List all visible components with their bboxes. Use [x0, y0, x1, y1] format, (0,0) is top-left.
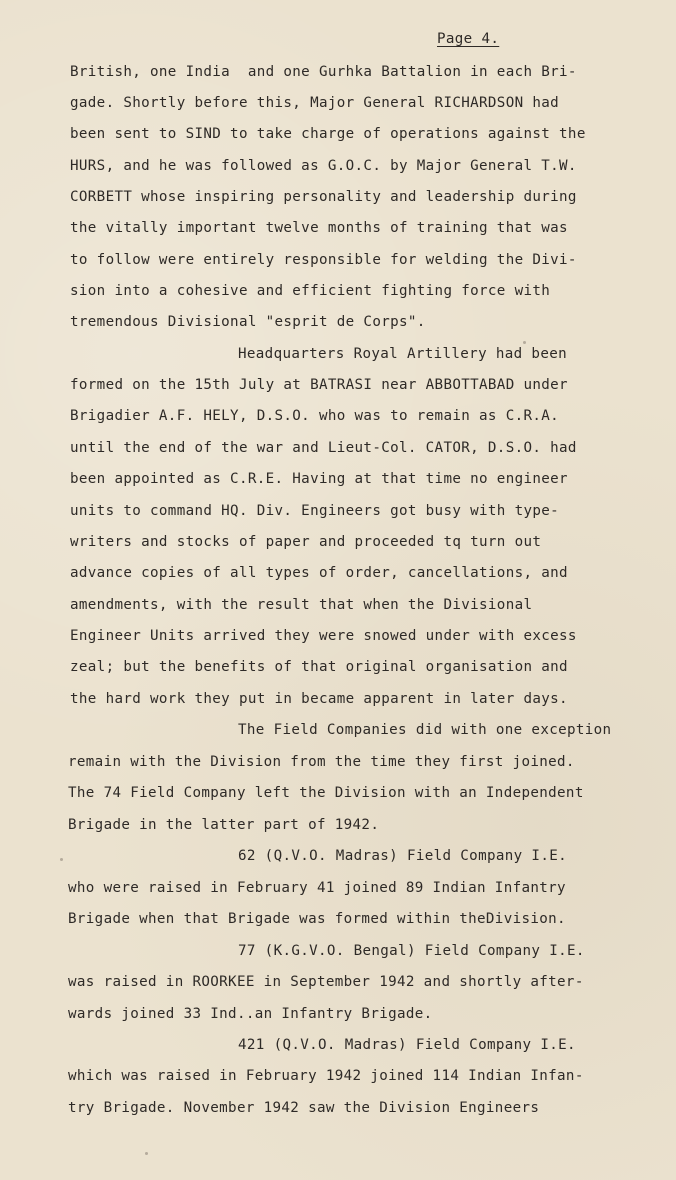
text-line: The 74 Field Company left the Division with an Independent [68, 785, 584, 801]
text-line: writers and stocks of paper and proceeded tq turn out [70, 534, 542, 550]
paper-speck [60, 858, 63, 861]
text-line: was raised in ROORKEE in September 1942 and shortly after- [68, 974, 584, 990]
text-line: wards joined 33 Ind..an Infantry Brigade. [68, 1006, 433, 1022]
text-line: advance copies of all types of order, cancellations, and [70, 565, 568, 581]
text-line: Brigade when that Brigade was formed within theDivision. [68, 911, 566, 927]
text-line: CORBETT whose inspiring personality and leadership during [70, 189, 577, 205]
text-line: Brigadier A.F. HELY, D.S.O. who was to remain as C.R.A. [70, 408, 560, 424]
page-number: Page 4. [437, 31, 500, 47]
text-line: remain with the Division from the time they first joined. [68, 754, 575, 770]
text-line: HURS, and he was followed as G.O.C. by Major General T.W. [70, 158, 577, 174]
text-line: amendments, with the result that when the Divisional [70, 597, 533, 613]
paragraph-start-line: 62 (Q.V.O. Madras) Field Company I.E. [238, 848, 567, 864]
text-line: been appointed as C.R.E. Having at that time no engineer [70, 471, 568, 487]
text-line: been sent to SIND to take charge of operations against the [70, 126, 586, 142]
text-line: who were raised in February 41 joined 89 Indian Infantry [68, 880, 566, 896]
text-line: try Brigade. November 1942 saw the Division Engineers [68, 1100, 540, 1116]
text-line: British, one India and one Gurhka Battalion in each Bri- [70, 64, 577, 80]
paper-speck [523, 341, 526, 344]
text-line: zeal; but the benefits of that original organisation and [70, 659, 568, 675]
text-line: tremendous Divisional "esprit de Corps". [70, 314, 426, 330]
paragraph-start-line: 421 (Q.V.O. Madras) Field Company I.E. [238, 1037, 576, 1053]
paper-speck [145, 1152, 148, 1155]
text-line: units to command HQ. Div. Engineers got busy with type- [70, 503, 560, 519]
paragraph-start-line: The Field Companies did with one exception [238, 722, 612, 738]
text-line: formed on the 15th July at BATRASI near ABBOTTABAD under [70, 377, 568, 393]
text-line: gade. Shortly before this, Major General RICHARDSON had [70, 95, 560, 111]
text-line: Engineer Units arrived they were snowed under with excess [70, 628, 577, 644]
text-line: Brigade in the latter part of 1942. [68, 817, 380, 833]
text-line: to follow were entirely responsible for welding the Divi- [70, 252, 577, 268]
text-line: the vitally important twelve months of training that was [70, 220, 568, 236]
paragraph-start-line: Headquarters Royal Artillery had been [238, 346, 567, 362]
text-line: which was raised in February 1942 joined 114 Indian Infan- [68, 1068, 584, 1084]
text-line: until the end of the war and Lieut-Col. CATOR, D.S.O. had [70, 440, 577, 456]
text-line: sion into a cohesive and efficient fighting force with [70, 283, 551, 299]
text-line: the hard work they put in became apparent in later days. [70, 691, 568, 707]
paragraph-start-line: 77 (K.G.V.O. Bengal) Field Company I.E. [238, 943, 585, 959]
